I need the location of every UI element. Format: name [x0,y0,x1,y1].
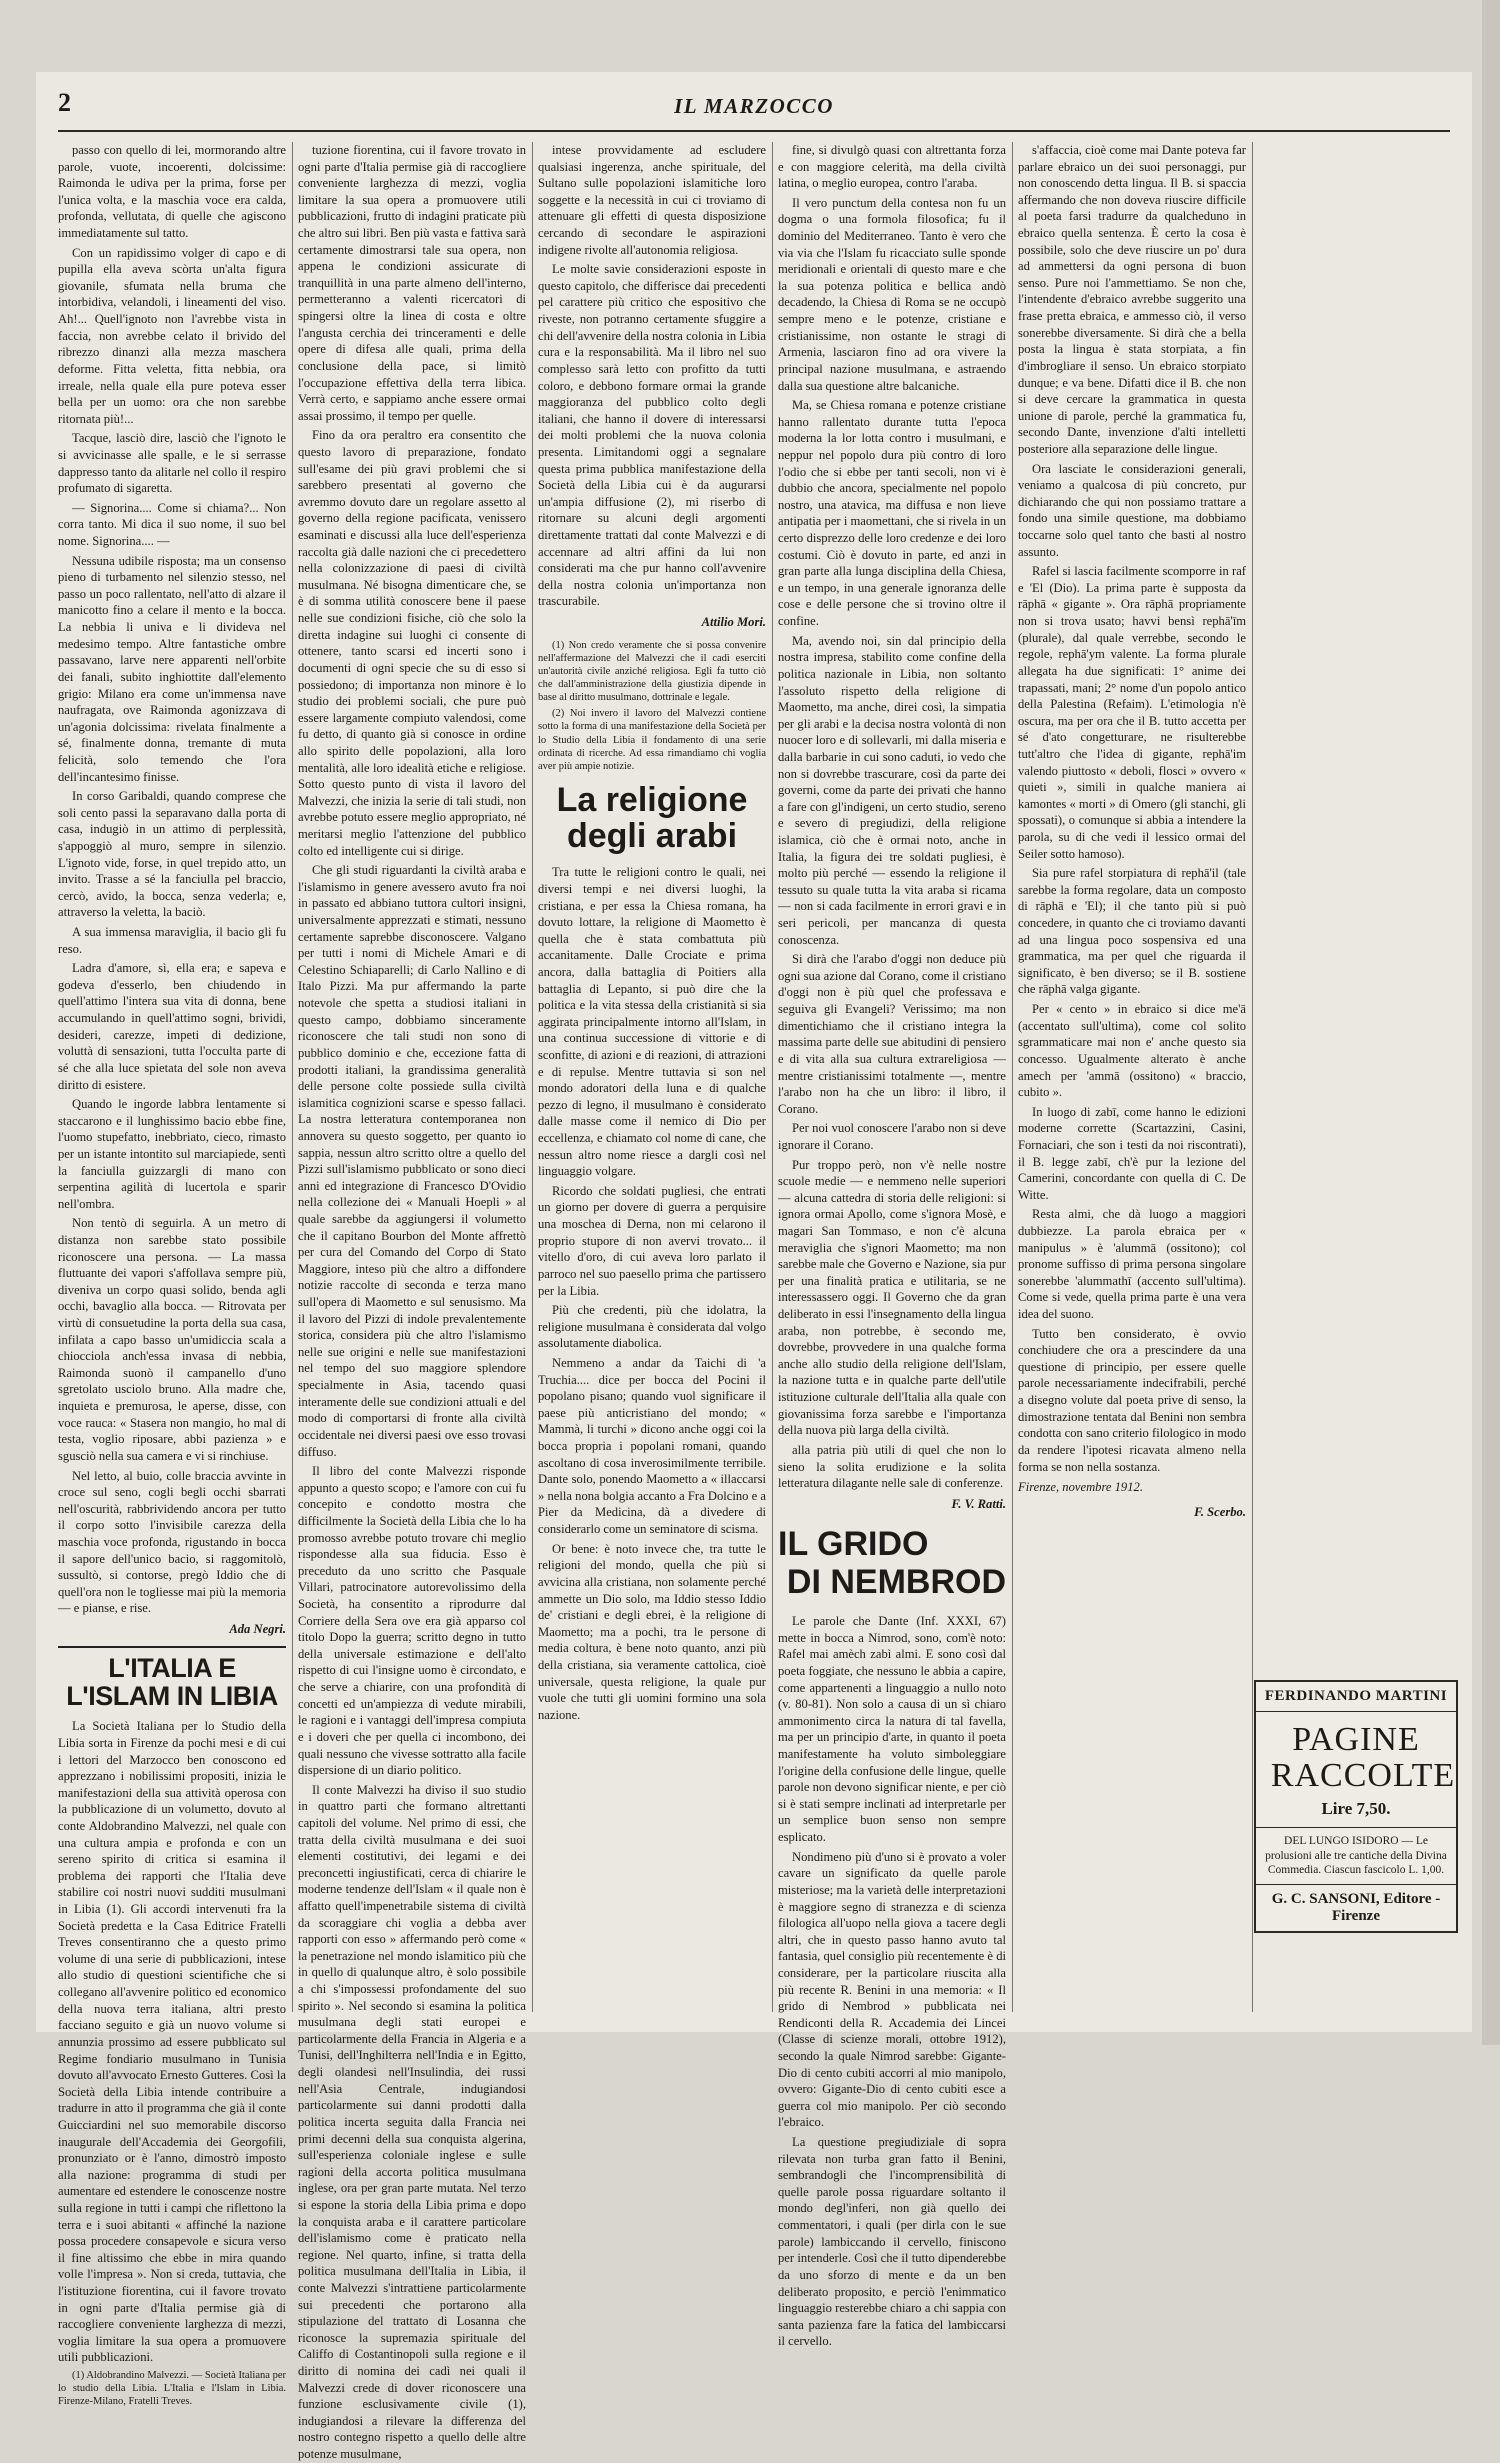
paragraph: Quando le ingorde labbra lentamente si staccarono e il lunghissimo bacio ebbe fine, l'uomo stupefatto, inebbriato, cieco, rimasto per un istante intontito sul marciapiede, sentì la fanciulla guizzargli di mano con serpentina agilità di lucertola e sparir nell'ombra. [58,1097,286,1211]
newspaper-page [36,72,1472,2462]
article-headline: L'ITALIA E L'ISLAM IN LIBIA [58,1646,286,1711]
paragraph: Per « cento » in ebraico si dice me'ā (accentato sull'ultima), come col solito sgrammaticare mai non e' anche questo sia concesso. Ugualmente alterato è anche amech per 'ammā (ossitono) « braccio, cubito ». [1018,1002,1246,1100]
column-3 [538,142,766,2012]
author-signature: Ada Negri. [229,1622,286,1637]
paragraph: s'affaccia, cioè come mai Dante poteva far parlare ebraico un dei suoi personaggi, pur non conoscendo detta lingua. Il B. si spaccia affermando che non doveva riuscire difficile al poeta farsi tradurre da qualcheduno in ebraico quella sentenza. È certo la cosa è possibile, solo che deve riuscire un po' dura ad ammettersi da ogni persona di buon senso. Pure noi l'ammettiamo. Se non che, l'intendente d'ebraico avrebbe suggerito una frase pretta ebraica, e ammesso ciò, il verso sonerebbe diversamente. Si dirà che a bella posta la lingua è stata storpiata, a fin d'imbrogliare il senso. Un ebraico storpiato dunque; e va bene. Difatti dice il B. che non si deve cercare la grammatica in questa unione di parole, perché la grammatica fu, secondo Dante, invenzione d'alti intelletti posteriore alla separazione delle lingue. [1018,143,1246,456]
paragraph: alla patria più utili di quel che non lo sieno la solita erudizione e la solita letteratura dilagante nelle sale di conferenze. [778,1442,1006,1491]
masthead: IL MARZOCCO [674,94,834,118]
column-separator [292,142,293,2012]
paragraph: Ladra d'amore, sì, ella era; e sapeva e godeva d'esserlo, ben chiudendo in quell'attimo l'intera sua vita di donna, bene accumulando in quell'attimo sogni, brividi, desideri, carezze, impeti di dedizione, voluttà di sensazioni, tutta l'occulta parte di sé che alla luce spietata del sole non aveva diritto di esistere. [58,961,286,1092]
paragraph: Le parole che Dante (Inf. XXXI, 67) mette in bocca a Nimrod, sono, com'è noto: Rafel mai amèch zabì almi. E sono così dal poeta foggiate, che nessuno le abbia a capire, come appartenenti a linguaggio a nullo noto (v. 80-81). Non solo a causa di un sì chiaro ammonimento circa la natura di tal favella, ma per un principio d'arte, in quanto il poeta manifestamente ha voluto simboleggiare l'origine della confusione delle lingue, quelle parole non devono significar niente, e per ciò si è stati sempre inclinati ad interpretarle per un semplice buon senso non sempre esplicato. [778,1614,1007,1845]
paragraph: Nel letto, al buio, colle braccia avvinte in croce sul seno, cogli begli occhi sbarrati nell'oscurità, rabbrividendo ancora per tutto il corpo sotto l'invisibile carezza della maschia voce profonda, rigustando in bocca il sapore dell'unico bacio, si raggomitolò, sussultò, si contorse, pregò Iddio che di quell'ora non le togliesse mai più la memoria — e pianse, e rise. [58,1468,286,1616]
column-separator [772,142,773,2012]
paragraph: Con un rapidissimo volger di capo e di pupilla ella aveva scòrta un'alta figura giovanile, sfumata nella bruma che intorbidiva, velandoli, i lineamenti del viso. Ah!... Quell'ignoto non l'avrebbe vista in faccia, non avrebbe celato il brivido del ribrezzo dinanzi alla mezza maschera deforme. Fitta veletta, fitta nebbia, ora irreale, nella quale ella pure poteva esser bella per un uomo: ora che non sarebbe ritornata più!... [58,245,286,426]
paragraph: La questione pregiudiziale di sopra rilevata non turba gran fatto il Benini, sembrandogli che l'incomprensibilità di quelle parole possa riguardare soltanto il mondo degl'inferi, non già quello dei commentatori, i quali (per dirla con le sue parole) lambiccando il cervello, finiscono per intenderle. Così che il tutto dipenderebbe da uno sforzo di mente e da un ben deliberato proposito, e perciò l'enimmatico linguaggio resterebbe chiaro a chi sappia con santa pazienza fare la fatica del lambiccarsi il cervello. [778,2135,1006,2349]
paragraph: A sua immensa maraviglia, il bacio gli fu reso. [58,925,286,956]
ad-title [1256,1712,1456,1795]
paragraph: Il libro del conte Malvezzi risponde appunto a questo scopo; e l'amore con cui fu concepito e condotto mostra che difficilmente la Società della Libia che lo ha promosso avrebbe potuto trovare chi meglio rispondesse alla sua fiducia. Esso è preceduto da uno scritto che Pasquale Villari, patrocinatore autorevolissimo della Società, ha consentito a riprodurre dal Corriere della Sera ove era già apparso col titolo Dopo la guerra; scritto degno in tutto della universale estimazione e dell'alto rispetto di cui l'insigne uomo è circondato, e che serve a chiarire, con una profondità di concetti ed un'ampiezza di vedute mirabili, le ragioni e i vantaggi dell'impresa compiuta e i doveri che per quella ci incombono, dei quali nessuno che vivesse sottratto alla facile dispersione di un diario politico. [298,1464,526,1778]
column-separator [1252,142,1253,2012]
ad-title-line-2: RACCOLTE [1270,1756,1456,1794]
paragraph: La Società Italiana per lo Studio della Libia sorta in Firenze da pochi mesi e di cui i lettori del Marzocco ben conoscono ed apprezzano i nobilissimi propositi, inizia le manifestazioni della sua attività operosa con la pubblicazione di un volumetto, dovuto al conte Aldobrandino Malvezzi, nel quale con una cultura ampia e profonda e con un sereno spirito di critica si esamina il problema dei rapporti che l'Italia deve stabilire coi nostri nuovi sudditi musulmani in Libia (1). Gli accordi intervenuti fra la Società predetta e la Casa Editrice Fratelli Treves consentiranno che a questo primo volume di una serie di pubblicazioni, intese allo studio di questioni scientifiche che si collegano all'avvenire politico ed economico della nuova terra italiana, altri presto facciano seguito e già un nuovo volume si annunzia prossimo ad essere pubblicato sul Regime fondiario musulmano in Tunisia dovuto all'avvocato Ernesto Gutteres. Così la Società della Libia intende contribuire a tradurre in atto il programma che già il conte Guicciardini nel suo memorabile discorso inaugurale dell'Accademia dei Georgofili, pronunziato or è l'anno, dimostrò imposto alla nazione: programma di studi per aumentare ed estendere le conoscenze nostre sulla regione in tutti i campi che riflettono la terra e i suoi abitanti « affinché la nazione possa procedere consapevole e sicura verso il fine altissimo che ebbe in mira quando volle l'impresa ». Non si creda, tuttavia, che l'istituzione fiorentina, cui il favore trovato in ogni parte d'Italia permise già di raccogliere conveniente larghezza di mezzi, voglia limitare la sua opera a promuovere utili pubblicazioni. [58,1719,286,2365]
paragraph: In luogo di zabī, come hanno le edizioni moderne corrette (Scartazzini, Casini, Fornaciari, che son i testi da noi riscontrati), il B. legge zabī, ch'è pur la lezione del Camerini, concordante con quella di C. De Witte. [1018,1104,1246,1202]
paragraph: passo con quello di lei, mormorando altre parole, vuote, incoerenti, dolcissime: Raimonda le udiva per la prima, forse per l'unica volta, e la maschia voce era calda, profonda, vellutata, di quelle che agiscono immediatamente sul tatto. [58,143,286,241]
column-6 [1258,142,1458,1662]
paragraph: Tacque, lasciò dire, lasciò che l'ignoto le si avvicinasse alle spalle, e le si serrasse dappresso tanto da alitarle nel collo il respiro profumato di sigaretta. [58,431,286,496]
paragraph: tuzione fiorentina, cui il favore trovato in ogni parte d'Italia permise già di raccogliere conveniente larghezza di mezzi, voglia limitare la sua opera a promuovere utili pubblicazioni, frutto di indagini praticate più che altro sui libri. Ben più vasta e fattiva sarà certamente dimostrarsi tale sua opera, non appena le condizioni assicurate di tranquillità in una parte almeno dell'interno, permetteranno a valenti ricercatori di spingersi oltre la linea di costa e oltre l'angusta cerchia dei trinceramenti e delle opere di difesa alle quali, prima della conclusione della pace, si limitò l'occupazione effettiva della terra libica. Verrà certo, e sappiamo anche essere ormai assai prossimo, il tempo per quelle. [298,143,527,423]
header-rule [58,130,1450,132]
paragraph: — Signorina.... Come si chiama?... Non corra tanto. Mi dica il suo nome, il suo bel nome. Signorina.... — [58,500,286,549]
paragraph: Il vero punctum della contesa non fu un dogma o una formola filosofica; fu il dominio del Mediterraneo. Tanto è vero che via via che l'Islam fu ricacciato sulle sponde meridionali e orientali di questo mare e che la sua potenza politica e bellica andò decadendo, la Chiesa di Roma se ne occupò sempre meno e le potenze, cristiane e cristianissime, non ostante le stragi di Armenia, lasciaron fino ad ora vivere la principal nazione musulmana, e astraendo dalla sua questione altre balcaniche. [778,195,1006,393]
footnote: (2) Noi invero il lavoro del Malvezzi contiene sotto la forma di una manifestazione della Società per lo Studio della Libia il fondamento di una serie ordinata di ricerche. Ad essa rimandiamo chi voglia aver più ampie notizie. [538,708,766,772]
paragraph: Ma, se Chiesa romana e potenze cristiane hanno rallentato durante tutta l'epoca moderna la lor lotta contro i musulmani, e neppur nel popolo dura più contro di loro l'odio che si ebbe per tanti secoli, non vi è dubbio che ancora, specialmente nel popolo nostro, una atavica, ma diffusa e non lieve antipatia per i maomettani, che si rivela in un certo disprezzo delle loro credenze e dei loro costumi. Ciò è dovuto in parte, ed anzi in gran parte alla lunga disciplina della Chiesa, e un tempo, in una generale ignoranza delle cose e delle persone che si trovino oltre il confine. [778,398,1006,629]
author-signature: Attilio Mori. [701,615,766,630]
paragraph: Nondimeno più d'uno si è provato a voler cavare un significato da quelle parole misteriose; ma la varietà delle interpretazioni è maggiore segno di stranezza e di scienza filologica all'uopo nella giova a tacere degli altri, che in questo passo hanno avuto tal fantasia, quel consiglio più recentemente è di considerare, per la particolare riuscita alla più recente R. Benini in una memoria: « Il grido di Nembrod » pubblicata nei Rendiconti della R. Accademia dei Lincei (Classe di scienze morali, ottobre 1912), secondo la quale Nimrod sarebbe: Gigante-Dio di cento cubiti accorri al mio manipolo, ovvero: Gigante-Dio di cento cubiti esce a guerra col mio manipolo. Per ciò secondo l'ebraico. [778,1849,1006,2130]
paragraph: Le molte savie considerazioni esposte in questo capitolo, che differisce dai precedenti pel carattere più critico che espositivo che riveste, non potranno certamente sfuggire a chi dell'avvenire della nostra colonia in Libia cura e la responsabilità. Ma il libro nel suo complesso sarà letto con profitto da tutti coloro, e debbono formare ormai la grande maggioranza del pubblico colto degli italiani, che hanno il dovere di interessarsi dei molti problemi che la nuova colonia presenta. Limitandomi oggi a segnalare questa prima pubblica manifestazione della Società della Libia cui è da augurarsi un'ampia diffusione (2), mi riserbo di ritornare su alcuni degli argomenti direttamente trattati dal conte Malvezzi e di accennare ad altri affini da lui non considerati ma che pur hanno coll'avvenire della nostra colonia un'importanza non trascurabile. [538,262,766,609]
paragraph: Fino da ora peraltro era consentito che questo lavoro di preparazione, fondato sull'esame dei più gravi problemi che si sarebbero presentati al governo che avremmo dovuto dare un regolare assetto al governo della regione pacificata, venissero esaminati e discussi alla luce dell'esperienza raccolta già dalle nazioni che ci precedettero nella colonizzazione di paesi di civiltà musulmana. Né bisogna dimenticare che, se è di somma utilità conoscere bene il paese nelle sue condizioni fisiche, ciò che solo la diretta indagine sui luoghi ci consente di ottenere, tanto scarsi ed incerti sono i documenti di ogni specie che su di esso si possiedono; di importanza non minore è lo studio dei problemi sociali, che pure può essere largamente compiuto valendosi, come fu detto, di quanto già si conosce in ordine allo spirito delle popolazioni, alla loro mentalità, alle loro idealità etiche e religiose. Sotto questo punto di vista il lavoro del Malvezzi, che inizia la serie di tali studi, non avrebbe potuto essere meglio appropriato, né meritarsi meglio l'attenzione del pubblico colto ed intelligente cui si dirige. [298,428,526,858]
page-number: 2 [58,88,71,117]
headline-line-2: DI NEMBROD [786,1562,1006,1601]
place-date: Firenze, novembre 1912. [1018,1480,1143,1495]
paragraph: Ora lasciate le considerazioni generali, veniamo a qualcosa di più concreto, pur dichiarando che qui non possiamo trattare a fondo una simile questione, ma dobbiamo toccarne solo quel tanto che basti al nostro assunto. [1018,461,1246,559]
article-headline: La religione degli arabi [556,780,748,855]
paragraph: Si dirà che l'arabo d'oggi non deduce più ogni sua azione dal Corano, come il cristiano d'oggi non è più quel che professava e seguiva gli Evangeli? Verissimo; ma non dimentichiamo che il cristiano integra la massima parte delle sue abitudini di pensiero e di vita alla sua cultura extrareligiosa — mentre cristianissimi totalmente —, mentre l'arabo non ha che un libro: il libro, il Corano. [778,952,1006,1116]
column-4 [778,142,1007,2349]
paragraph: Più che credenti, più che idolatra, la religione musulmana è considerata dal volgo assolutamente diabolica. [538,1303,766,1351]
paragraph: Il conte Malvezzi ha diviso il suo studio in quattro parti che formano altrettanti capitoli del volume. Nel primo di essi, che tratta della civiltà musulmana e dei suoi elementi costitutivi, dei legami e dei preconcetti ingiustificati, cerca di chiarire le moderne tendenze dell'Islam « il quale non è affatto quell'impenetrabile sistema di civiltà da scoraggiare chi voglia a debba aver rapporti con esso » affermando però come « la penetrazione nel mondo islamitico più che in quello di qualunque altro, è solo possibile a chi s'impossessi profondamente del suo spirito ». Nel secondo si esamina la politica musulmana degli stati europei e particolarmente della Francia in Algeria e a Tunisi, dell'Inghilterra nell'India e in Egitto, degli olandesi nell'Insulindia, dei russi nell'Asia Centrale, indugiandosi particolarmente sui danni prodotti dalla politica incerta seguita dalla Francia nei primi decenni della sua conquista algerina, sull'esperienza coloniale inglese e sulle ragioni della accorta politica musulmana inglese, ora per gran parte mutata. Nel terzo si espone la storia della Libia prima e dopo la conquista araba e il carattere particolare dell'islamismo come è praticato nella regione. Nel quarto, infine, si tratta della politica musulmana dell'Italia in Libia, il conte Malvezzi s'intrattiene particolarmente sui precedenti che portarono alla stipulazione del trattato di Losanna che riconosce la supremazia spirituale del Califfo di Costantinopoli sulla regione e il diritto di nomina dei cadì nei quali il Malvezzi crede di dover riconoscere una funzione esclusivamente civile (1), indugiandosi a rilevare la differenza del nostro contegno rispetto a quello delle altre potenze musulmane, [298,1782,526,2462]
paragraph: Non tentò di seguirla. A un metro di distanza non sarebbe stato possibile riconoscere una persona. — La massa fluttuante dei vapori s'affollava sempre più, diveniva un corpo quasi solido, benda agli occhi, bavaglio alla bocca. — Ritrovata per virtù di consuetudine la porta della sua casa, infilata a capo basso un'umidiccia scala a chiocciola anch'essa invasa di nebbia, Raimonda suonò il campanello d'uno sgretolato usciolo bruno. Alla madre che, inquieta e premurosa, le aperse, disse, con voce rauca: « Stasera non mangio, ho mal di testa, voglio riposare, abbi pazienza » e sgusciò nella sua camera e vi si rinchiuse. [58,1216,286,1463]
author-signature: F. Scerbo. [1194,1504,1246,1519]
paragraph: Tutto ben considerato, è ovvio conchiudere che ora a prescindere da una questione di principio, per essere quelle parole necessariamente indecifrabili, perché a disegno volute dal poeta prive di senso, la dimostrazione tentata dal Benini non sembra condotta con sano criterio filologico in modo da rendere l'ipotesi ricavata almeno nella forma se non nella sostanza. [1018,1326,1246,1474]
paragraph: In corso Garibaldi, quando comprese che soli cento passi la separavano dalla porta di casa, indugiò in un attimo di perplessità, s'appoggiò al muro, sempre in silenzio. L'ignoto vide, forse, in quel trepido atto, un invito. Trasse a sé la fanciulla pel braccio, cercò, avido, la bocca, senza vederla; e, attraverso la veletta, la baciò. [58,789,286,920]
book-advertisement [1254,1680,1458,1933]
ad-publisher: G. C. SANSONI, Editore - Firenze [1271,1890,1441,1924]
story-ending [58,142,286,1617]
column-5 [1018,142,1246,2012]
author-signature: F. V. Ratti. [951,1496,1006,1511]
page-edge [1482,0,1500,2045]
column-separator [532,142,533,2012]
paragraph: Pur troppo però, non v'è nelle nostre scuole medie — e nemmeno nelle superiori — alcuna cattedra di storia delle religioni: si ignora ormai Apollo, come s'ignora Mosè, e magari San Tommaso, e non c'è alcuna meraviglia che s'ignori Maometto; ma non sarebbe male che Governo e Nazione, sia pur per una finalità pratica e utilitaria, se ne interessassero oggi. Il Governo che da gran deliberato in essi l'insegnamento della lingua araba, non potrebbe, è secondo me, dovrebbe, provvedere in una qualche forma anche allo studio della religione dell'Islam, la nazione tutta e in qualche parte dell'utile istituzione culturale dell'Italia alla quale con giovanissima forza sarebbe e l'importanza della nuova più larga della civiltà. [778,1157,1006,1438]
column-separator [1012,142,1013,2012]
footnote: (1) Aldobrandino Malvezzi. — Società Italiana per lo studio della Libia. L'Italia e l'Islam in Libia. Firenze-Milano, Fratelli Treves. [58,2370,286,2408]
ad-title-line-1: PAGINE [1292,1721,1420,1758]
ad-price: Lire 7,50. [1321,1799,1391,1819]
article-headline [778,1526,1006,1601]
paragraph: Nessuna udibile risposta; ma un consenso pieno di turbamento nel silenzio stesso, nel passo un poco rallentato, nell'atto di alzare il manicotto fino a celare il mento e la bocca. La nebbia li univa e li divideva nel medesimo tempo. Altre fantastiche ombre passavano, larve nere apparenti nell'orbite dei fanali, subito inghiottite dall'elemento grigio: Milano era come un'immensa nave naufragata, ove Raimonda agonizzava di un'agonia dolcissima: rivelata finalmente a sé, finalmente donna, tremante di muta felicità, solo temendo che l'ora dell'incantesimo finisse. [58,553,286,784]
headline-line-1: IL GRIDO [778,1525,929,1564]
paragraph: Che gli studi riguardanti la civiltà araba e l'islamismo in genere avessero avuto fra noi in passato ed abbiano tuttora cultori insigni, universalmente apprezzati e stimati, nessuno certamente saprebbe disconoscere. Valgano per tutti i nomi di Michele Amari e di Celestino Schiaparelli; di Carlo Nallino e di Italo Pizzi. Ma pur affermando la parte notevole che spetta a studiosi italiani in questo campo, dobbiamo sinceramente riconoscere che tali studi non sono di pubblico dominio e che, eccezione fatta di prodotti italiani, la grandissima generalità delle persone colte possiede sulla civiltà islamitica cognizioni scarse e spesso fallaci. La nostra letteratura contemporanea non annovera su questo soggetto, per quanto io sappia, nessun altro scritto oltre a quello del Pizzi sull'islamismo pubblicato or sono dieci anni ed integrazione di Francesco D'Ovidio nella collezione dei « Manuali Hoepli » al quale sarebbe da aggiungersi il volumetto che il capitano Bourbon del Monte affrettò per cura del Comando del Corpo di Stato Maggiore, inteso più che altro a diffondere notizie raccolte di seconda e terza mano sull'opera di Maometto e sul senusismo. Ma il lavoro del Pizzi di indole prevalentemente storica, considera più che altro l'islamismo nelle sue origini e nelle sue manifestazioni nel tempo del suo maggiore splendore specialmente in Asia, tacendo quasi interamente delle sue condizioni attuali e del modo di comportarsi di fronte alla civiltà occidentale nei diversi paesi ove esso trovasi diffuso. [298,863,526,1459]
footnote: (1) Non credo veramente che si possa convenire nell'affermazione del Malvezzi che il cadì eserciti un'autorità civile anziché religiosa. Egli fa tutto ciò che dall'amministrazione della giustizia dipende in base al diritto musulmano, dottrinale e legale. [538,639,766,704]
column-1 [58,142,286,2408]
paragraph: intese provvidamente ad escludere qualsiasi ingerenza, anche spirituale, del Sultano sulle popolazioni islamitiche loro soggette e la necessità in cui ci troviamo di attenuare gli effetti di questa disposizione cercando di secondare le aspirazioni indigene rivolte all'autonomia religiosa. [538,143,766,257]
paragraph: Rafel si lascia facilmente scomporre in raf e 'El (Dio). La prima parte è supposta da rāphā « gigante ». Ora rāphā propriamente non si trova usato; havvi bensì rephā'īm (plurale), dal quale verrebbe, secondo le regole, rephā'ym valente. La forma plurale allegata ha due significati: 1° anime dei trapassati, mani; 2° nome d'un popolo antico della Palestina (Refaim). L'etimologia n'è oscura, ma per ora che il B. tutto accetta per sé d'ato congetturare, ne risulterebbe tutt'altro che l'idea di gigante, rephā'im valendo piuttosto « deboli, flosci » ovvero « quieti », simili in qualche maniera ai kamontes « morti » di Omero (gli stanchi, gli spossati), o comunque si abbia a intendere la parola, su di che vedi il lessico ormai del Seiler sotto hamoso). [1018,564,1246,861]
paragraph: Resta almi, che dà luogo a maggiori dubbiezze. La parola ebraica per « manipulus » è 'alummā (ossitono); col pronome suffisso di prima persona singolare sonerebbe 'alummathī (accento sull'ultima). Come si vede, quella prima parte è una vera idea del suono. [1018,1207,1246,1322]
ad-subtitle: DEL LUNGO ISIDORO — Le prolusioni alle tre cantiche della Divina Commedia. Ciascun fascicolo L. 1,00. [1256,1827,1456,1884]
paragraph: Or bene: è noto invece che, tra tutte le religioni del mondo, quella che più si avvicina alla cristiana, non solamente perché ammette un Dio solo, ma Iddio stesso Iddio de' cristiani e degli ebrei, è la religione di Maometto; ma a pochi, tra le persone di media coltura, è bene noto quanto, anzi più della cristiana, sia veramente cattolica, cioè universale, questa religione, la quale pur vuole che tutti gli uomini formino una sola nazione. [538,1541,766,1722]
paragraph: Tra tutte le religioni contro le quali, nei diversi tempi e nei diversi luoghi, la cristiana, e per essa la Chiesa romana, ha dovuto lottare, la religione di Maometto è quella che è stata combattuta più accanitamente. Dalle Crociate e prima ancora, dalla battaglia di Poitiers alla battaglia di Lepanto, si può dire che la politica e la vita stessa della cristianità si sia aggirata principalmente intorno all'Islam, in una continua successione di vittorie e di sconfitte, di azioni e di reazioni, di attrazioni e di repulse. Mentre tuttavia si son nel mondo adoratori della luna e di qualche pezzo di legno, il musulmano è considerato dalle masse come il nemico di Dio per eccellenza, e chiamato col nome di cane, che nessun altro nome riesce a dargli così nel linguaggio volgare. [538,865,766,1179]
paragraph: Per noi vuol conoscere l'arabo non si deve ignorare il Corano. [778,1121,1006,1152]
column-2 [298,142,527,2462]
paragraph: Ma, avendo noi, sin dal principio della nostra impresa, stabilito come confine della politica nazionale in Libia, non soltanto l'assoluto rispetto della religione di Maometto, ma anche, direi così, la simpatia per gli arabi e la decisa nostra volontà di non nuocer loro e di sollevarli, mi dalla miseria e dalla barbarie in cui sono caduti, io vedo che non si dovrebbe trascurare, così da parte dei governi, come da parte dei privati che hanno a fare con gl'indigeni, un certo studio, sereno e severo di pregiudizi, della religione islamica, ciò che è ormai noto, anche in Italia, la figura dei tre soldati pugliesi, è molto più perché — essendo la religione il tessuto su quale tutta la vita araba si ricama — non si cada facilmente in errori gravi e in seri pericoli, per mancanza di questa conoscenza. [778,633,1006,947]
ad-author: FERDINANDO MARTINI [1256,1682,1456,1712]
paragraph: Ricordo che soldati pugliesi, che entrati un giorno per dovere di guerra a perquisire una moschea di Derna, non mi celarono il proprio stupore di non avervi trovato... il vitello d'oro, di cui aveva loro parlato il parroco nel suo paesello prima che partissero per la Libia. [538,1183,766,1298]
paragraph: Nemmeno a andar da Taichi di 'a Truchia.... dice per bocca del Pocini il popolano pisano; quando vuol significare il paese più anticristiano del mondo; « Mammà, li turchi » dicono anche oggi coi la bocca propria i popolani romani, quando ascoltano di cosa inverosimilmente terribile. Dante solo, ponendo Maometto a « illaccarsi » nella nona bolgia accanto a Fra Dolcino e a Pier da Medicina, dà a divedere di considerarlo come un seminatore di scisma. [538,1355,766,1537]
paragraph: fine, si divulgò quasi con altrettanta forza e con maggiore celerità, ma della civiltà latina, o meglio europea, contro l'araba. [778,143,1006,191]
paragraph: Sia pure rafel storpiatura di rephā'il (tale sarebbe la forma regolare, data un composto di rāphā e 'El); il che tanto più si può concedere, in quanto che ci troviamo davanti ad una lingua poco sospensiva ed una grammatica, ma per quel che riguarda il significato, è ben diverso; se il B. sostiene che rāphā valga gigante. [1018,866,1246,997]
